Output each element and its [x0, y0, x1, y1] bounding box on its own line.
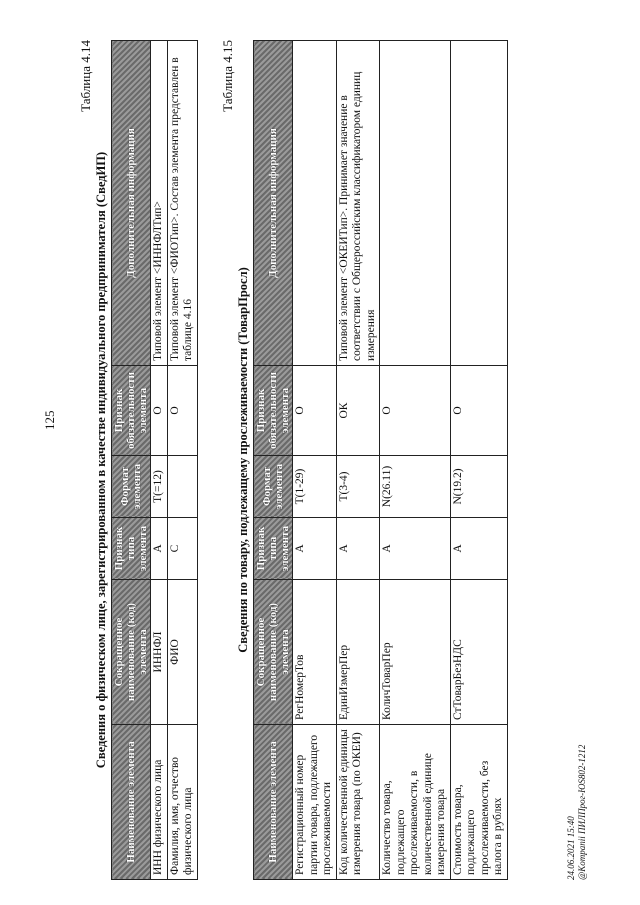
- header-cell: Сокращенное наименование (код) элемента: [254, 580, 293, 725]
- table-cell: [167, 456, 197, 518]
- table-cell: Фамилия, имя, отчество физического лица: [167, 725, 197, 880]
- table-row: [167, 41, 197, 880]
- table-cell: T(1-29): [293, 456, 337, 518]
- table-cell: СтТоварБезНДС: [450, 580, 507, 725]
- table-cell: T(=12): [151, 456, 168, 518]
- table-cell: ЕдинИзмерПер: [336, 580, 380, 725]
- page-number: 125: [42, 410, 57, 430]
- table-title: Сведения по товару, подлежащему прослеживаемости (ТоварПросл): [236, 267, 250, 653]
- table-cell: N(19.2): [450, 456, 507, 518]
- table-row: [293, 41, 337, 880]
- table-cell: ИННФЛ: [151, 580, 168, 725]
- table-row: [151, 41, 168, 880]
- table-cell: Типовой элемент <ОКЕИТип>. Принимает значение в соответствии с Общероссийским классификатором единиц измерения: [336, 41, 380, 366]
- table-cell: T(3-4): [336, 456, 380, 518]
- header-cell: Сокращенное наименование (код) элемента: [112, 580, 151, 725]
- table-cell: А: [293, 518, 337, 580]
- table-title: Сведения о физическом лице, зарегистрированном в качестве индивидуального предпринимателя (СведИП): [94, 151, 108, 769]
- table-cell: [293, 41, 337, 366]
- table-cell: РегНомерТов: [293, 580, 337, 725]
- table-cell: Количество товара, подлежащего прослеживаемости, в количественной единице измерения товара: [380, 725, 451, 880]
- header-cell: Признак типа элемента: [112, 518, 151, 580]
- header-cell: Признак обязательности элемента: [112, 366, 151, 456]
- table-row: [336, 41, 380, 880]
- table-cell: А: [151, 518, 168, 580]
- footer-source: @Kompanii ПИЛПрог-ЮS802-1212: [577, 744, 587, 880]
- table-cell: А: [336, 518, 380, 580]
- table-cell: О: [293, 366, 337, 456]
- table-4-15-block: [220, 40, 508, 880]
- footer-date: 24.06.2021 15:40: [566, 816, 576, 880]
- table-header-row: [112, 41, 151, 880]
- table-cell: А: [380, 518, 451, 580]
- header-cell: Дополнительная информация: [254, 41, 293, 366]
- table-cell: Регистрационный номер партии товара, подлежащего прослеживаемости: [293, 725, 337, 880]
- table-caption: Таблица 4.15: [220, 40, 235, 112]
- table-cell: О: [380, 366, 451, 456]
- table-cell: Типовой элемент <ИННФЛТип>: [151, 41, 168, 366]
- table-caption: Таблица 4.14: [78, 40, 93, 112]
- header-cell: Наименование элемента: [254, 725, 293, 880]
- table-cell: Типовой элемент <ФИОТип>. Состав элемента представлен в таблице 4.16: [167, 41, 197, 366]
- table-cell: ИНН физического лица: [151, 725, 168, 880]
- table-cell: [380, 41, 451, 366]
- header-cell: Признак типа элемента: [254, 518, 293, 580]
- table-cell: ФИО: [167, 580, 197, 725]
- table-cell: КоличТоварПер: [380, 580, 451, 725]
- table-row: [450, 41, 507, 880]
- table-cell: О: [151, 366, 168, 456]
- header-cell: Наименование элемента: [112, 725, 151, 880]
- table-4-14: [111, 40, 198, 880]
- table-4-14-block: [78, 40, 198, 880]
- table-cell: N(26.11): [380, 456, 451, 518]
- table-header-row: [254, 41, 293, 880]
- table-cell: А: [450, 518, 507, 580]
- header-cell: Формат элемента: [112, 456, 151, 518]
- rotated-page: [70, 40, 590, 880]
- table-cell: Код количественной единицы измерения товара (по ОКЕИ): [336, 725, 380, 880]
- table-cell: [450, 41, 507, 366]
- table-4-15: [253, 40, 508, 880]
- table-cell: О: [167, 366, 197, 456]
- table-cell: ОК: [336, 366, 380, 456]
- header-cell: Формат элемента: [254, 456, 293, 518]
- table-row: [380, 41, 451, 880]
- header-cell: Признак обязательности элемента: [254, 366, 293, 456]
- header-cell: Дополнительная информация: [112, 41, 151, 366]
- document-footer: [566, 745, 588, 880]
- table-cell: С: [167, 518, 197, 580]
- table-cell: О: [450, 366, 507, 456]
- table-cell: Стоимость товара, подлежащего прослеживаемости, без налога в рублях: [450, 725, 507, 880]
